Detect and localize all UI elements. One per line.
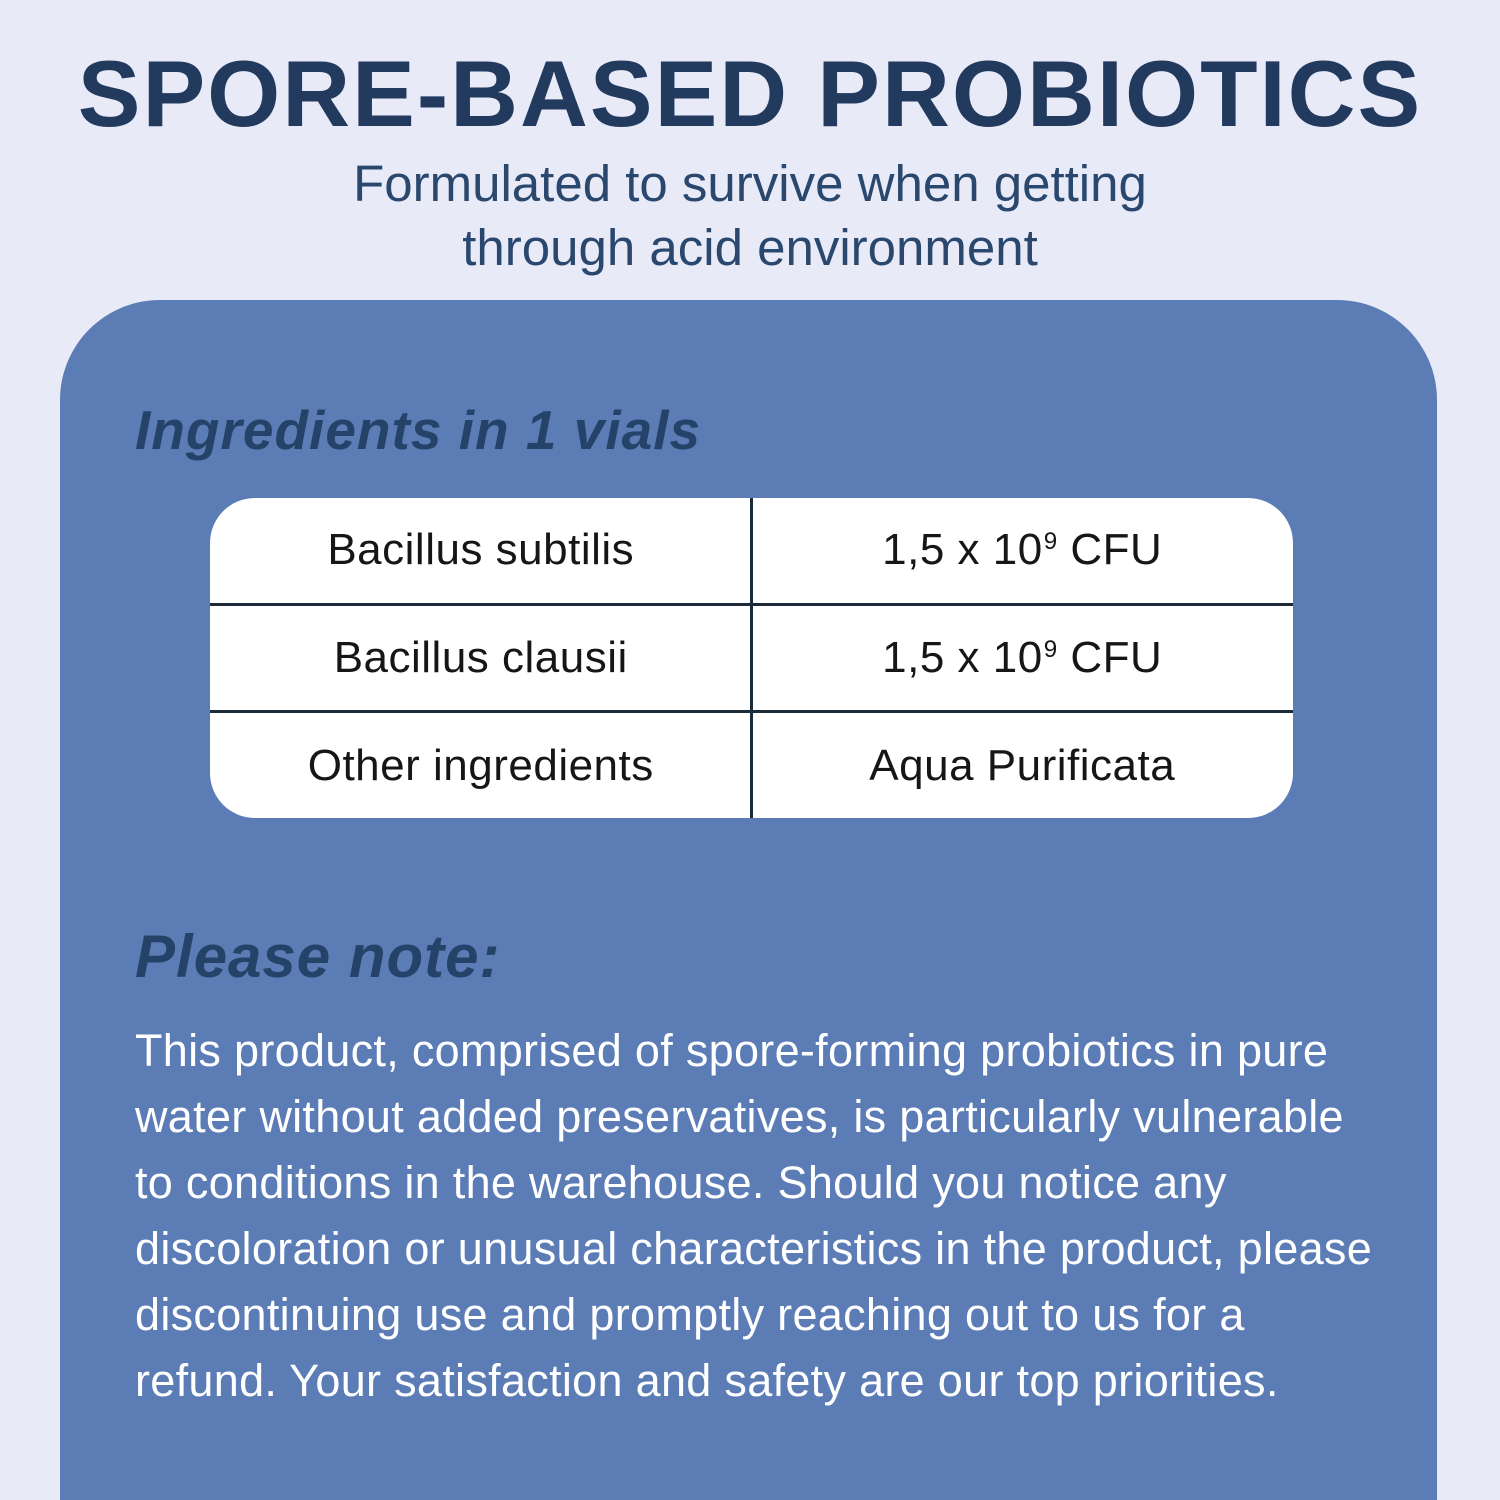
ingredients-table	[210, 498, 1293, 818]
ingredient-name-cell: Bacillus subtilis	[327, 525, 635, 575]
subtitle-line-2: through acid environment	[462, 219, 1038, 276]
ingredients-heading: Ingredients in 1 vials	[135, 399, 702, 461]
amount-exponent: 9	[1043, 635, 1058, 663]
amount-exponent: 9	[1043, 527, 1058, 555]
page-subtitle	[0, 152, 1500, 280]
table-vertical-divider	[750, 498, 753, 818]
note-heading: Please note:	[135, 923, 501, 990]
ingredient-name-cell: Other ingredients	[307, 740, 654, 790]
info-panel	[60, 300, 1437, 1500]
ingredient-amount-cell: 1,5 x 10 $^9$ CFU	[882, 633, 1163, 682]
ingredient-name-cell: Bacillus clausii	[333, 633, 628, 682]
ingredient-amount-cell: Aqua Purificata	[869, 740, 1176, 790]
note-body: This product, comprised of spore-forming probiotics in pure water without added preservatives, is particularly vulnerable to conditions in the warehouse. Should you notice any discoloration or unusual characteristics in the product, please discontinuing use and promptly reaching out to us for a refund. Your satisfaction and safety are our top priorities.	[135, 1025, 1373, 1406]
subtitle-line-1: Formulated to survive when getting	[353, 155, 1147, 212]
page-title: SPORE-BASED PROBIOTICS	[77, 41, 1423, 146]
ingredient-amount-cell: 1,5 x 10 $^9$ CFU	[882, 525, 1163, 575]
